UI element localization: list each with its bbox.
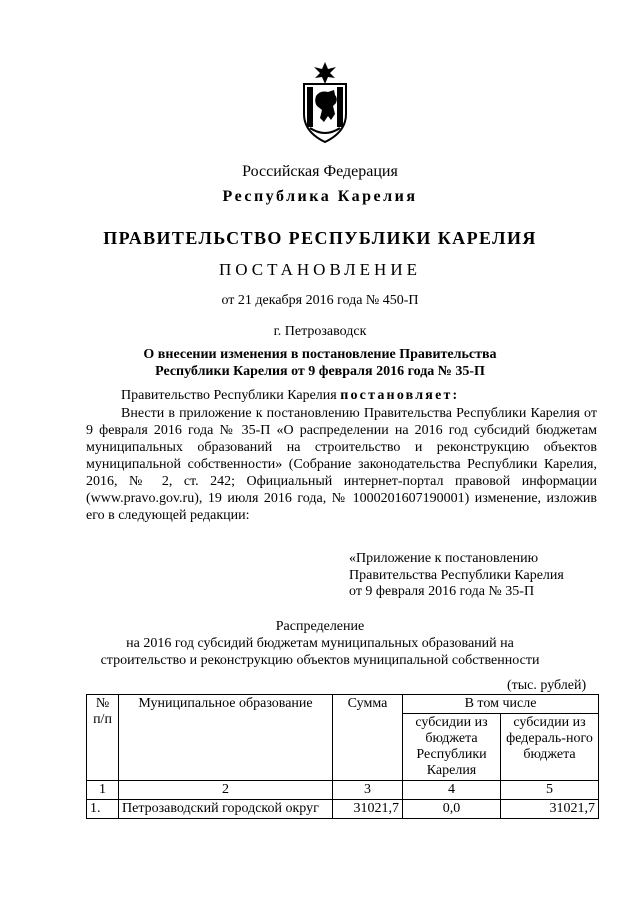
row-municipality: Петрозаводский городской округ	[119, 800, 333, 819]
federation-heading: Российская Федерация	[242, 163, 398, 180]
intro-verb: постановляет:	[340, 388, 460, 403]
distribution-title: Распределение	[275, 619, 365, 634]
row-sum: 31021,7	[333, 800, 403, 819]
column-number: 3	[333, 781, 403, 800]
table-row	[87, 800, 599, 819]
document-date-number: от 21 декабря 2016 года № 450-П	[221, 293, 419, 308]
document-title	[0, 346, 640, 380]
distribution-line: строительство и реконструкцию объектов муниципальной собственности	[100, 653, 540, 668]
header-sum: Сумма	[333, 695, 403, 781]
distribution-table	[86, 694, 599, 819]
appendix-reference	[349, 551, 564, 601]
government-heading: ПРАВИТЕЛЬСТВО РЕСПУБЛИКИ КАРЕЛИЯ	[103, 228, 537, 248]
republic-heading: Республика Карелия	[222, 188, 418, 205]
document-title-line: О внесении изменения в постановление Правительства	[143, 347, 497, 362]
header-sub-republic: субсидии из бюджета Республики Карелия	[403, 714, 501, 781]
intro-subject: Правительство Республики Карелия	[121, 388, 337, 403]
document-city: г. Петрозаводск	[273, 324, 367, 339]
document-type: ПОСТАНОВЛЕНИЕ	[218, 260, 421, 279]
column-number: 5	[501, 781, 599, 800]
column-number: 4	[403, 781, 501, 800]
intro-line	[121, 388, 459, 404]
appendix-line: «Приложение к постановлению	[349, 551, 539, 566]
karelia-coat-of-arms	[298, 62, 352, 144]
appendix-line: Правительства Республики Карелия	[349, 567, 564, 583]
header-num: № п/п	[87, 695, 119, 781]
distribution-heading	[0, 618, 640, 669]
document-title-line: Республики Карелия от 9 февраля 2016 года № 35-П	[155, 364, 485, 379]
table-units: (тыс. рублей)	[507, 678, 587, 693]
body-paragraph: Внести в приложение к постановлению Правительства Республики Карелия от 9 февраля 2016 года № 35-П «О распределении на 2016 год субсидий бюджетам муниципальных образований на строительство и реконструкцию объектов муниципальной собственности» (Собрание законодательства Республики Карелия, 2016, № 2, ст. 242; Официальный интернет-портал правовой информации (www.pravo.gov.ru), 19 июля 2016 года, № 1000201607190001) изменение, изложив его в следующей редакции:	[86, 406, 597, 523]
column-number: 1	[87, 781, 119, 800]
header-municipality: Муниципальное образование	[119, 695, 333, 781]
table-header-row	[87, 695, 599, 714]
row-num: 1.	[87, 800, 119, 819]
header-including: В том числе	[403, 695, 599, 714]
row-republic: 0,0	[403, 800, 501, 819]
column-number: 2	[119, 781, 333, 800]
appendix-line: от 9 февраля 2016 года № 35-П	[349, 584, 535, 599]
header-sub-federal: субсидии из федераль-ного бюджета	[501, 714, 599, 781]
distribution-line: на 2016 год субсидий бюджетам муниципальных образований на	[126, 636, 514, 651]
table-column-numbers-row	[87, 781, 599, 800]
row-federal: 31021,7	[501, 800, 599, 819]
